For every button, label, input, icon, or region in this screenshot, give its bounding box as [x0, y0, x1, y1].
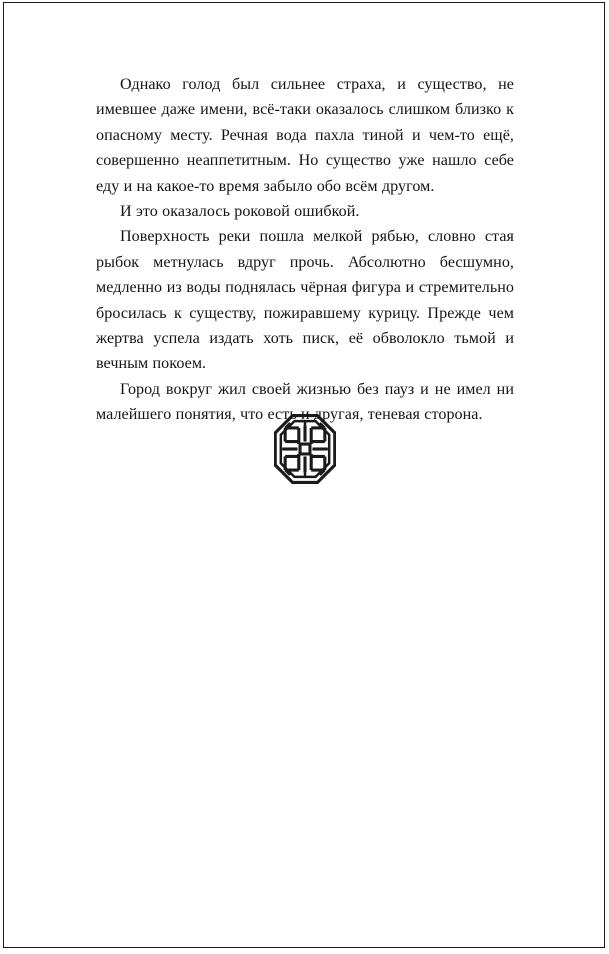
octagonal-fretwork-ornament-icon: [274, 414, 336, 484]
paragraph: Однако голод был сильнее страха, и существо, не имевшее даже имени, всё-таки оказалось слишком близко к опасному месту. Речная вода пахла тиной и чем-то ещё, совершенно неаппетитным. Но существо уже нашло себе еду и на какое-то время забыло обо всём другом.: [96, 76, 514, 195]
paragraph: И это оказалось роковой ошибкой.: [120, 203, 360, 221]
body-text-block: [96, 72, 514, 428]
paragraph: Поверхность реки пошла мелкой рябью, словно стая рыбок метнулась вдруг прочь. Абсолютно бесшумно, медленно из воды поднялась чёрная фигура и стремительно бросилась к существу, пожиравшему курицу. Прежде чем жертва успела издать хоть писк, её обволокло тьмой и вечным покоем.: [96, 228, 514, 373]
section-ornament-container: [0, 414, 609, 484]
paragraph: Город вокруг жил своей жизнью без пауз и не имел ни малейшего понятия, что есть и другая, теневая сторона.: [96, 380, 514, 424]
